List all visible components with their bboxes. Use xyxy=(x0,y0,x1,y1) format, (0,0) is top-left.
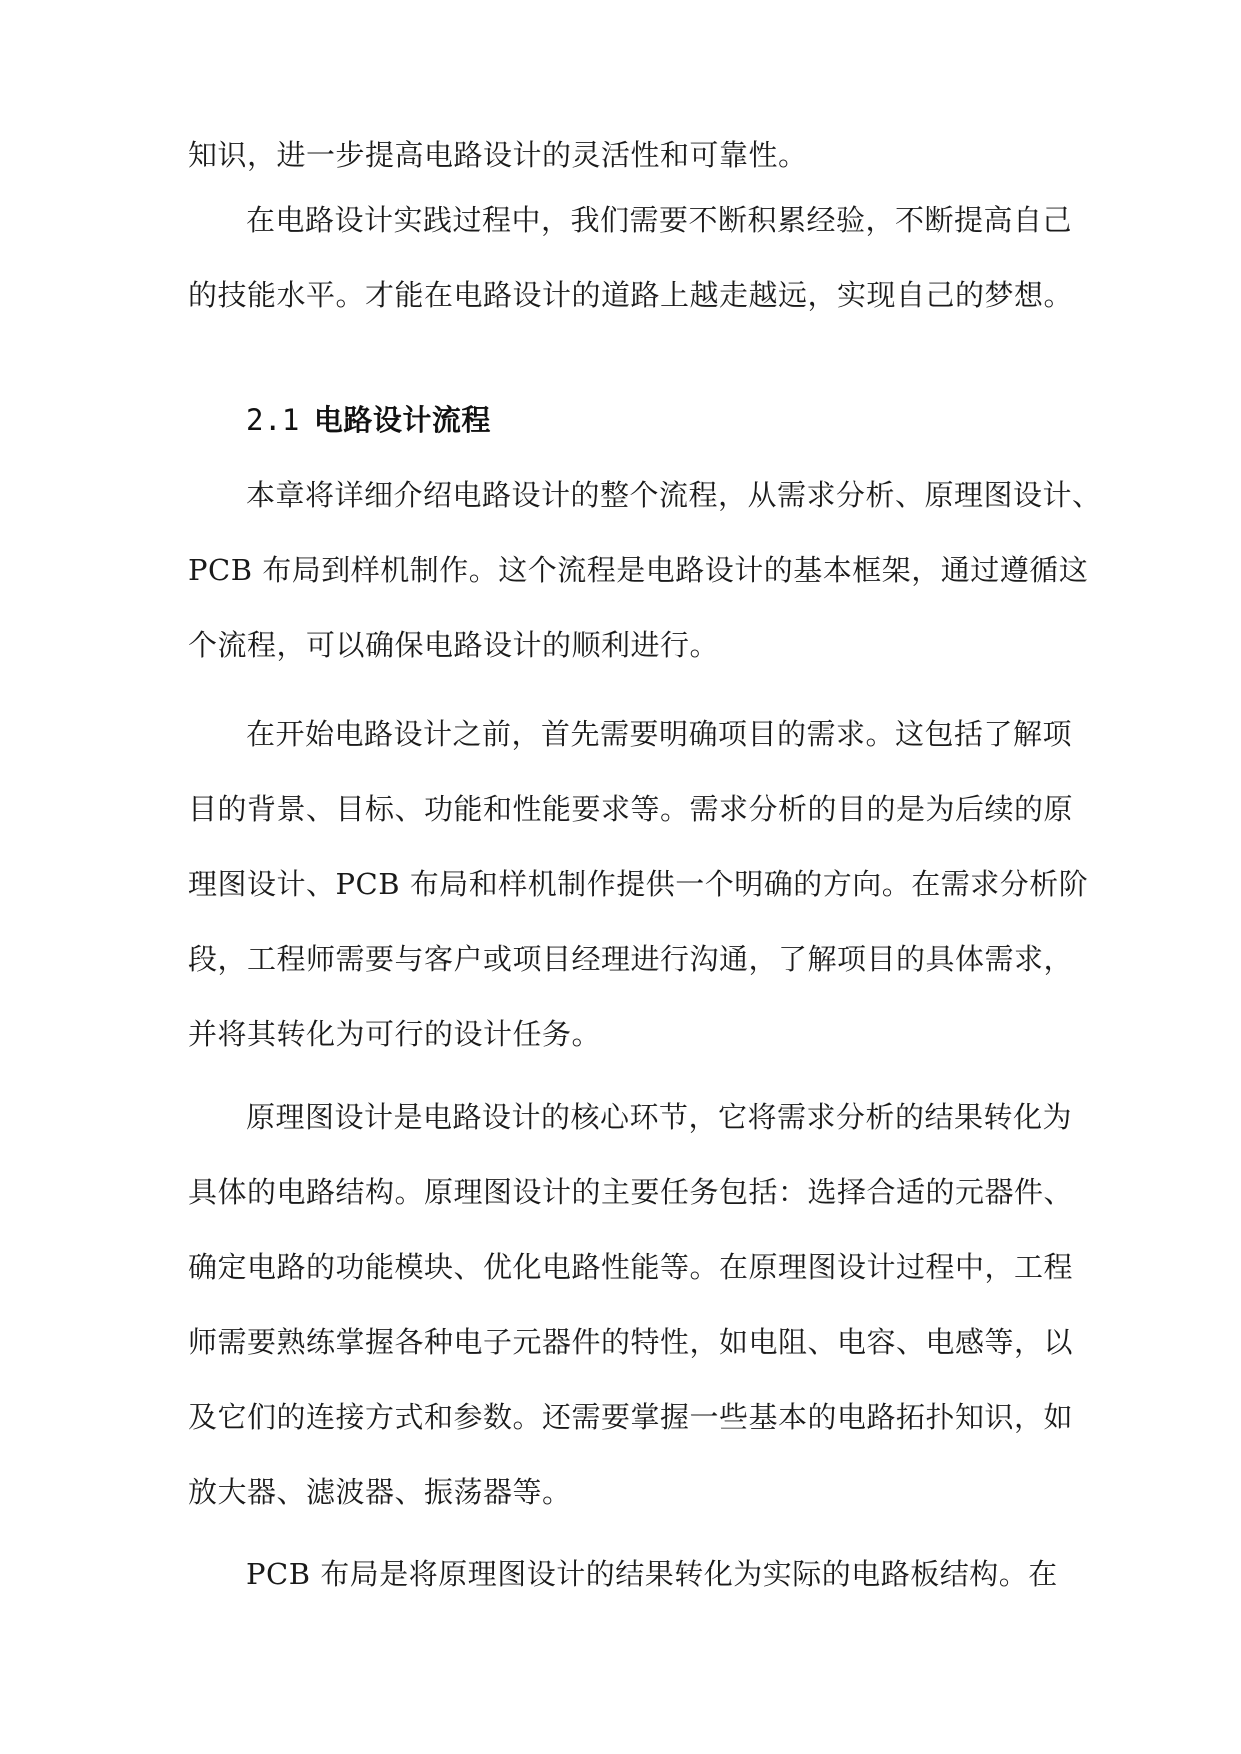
paragraph-pcb xyxy=(188,1537,1058,1612)
text-line: 及它们的连接方式和参数。还需要掌握一些基本的电路拓扑知识，如 xyxy=(188,1400,1074,1434)
section-title: 电路设计流程 xyxy=(313,403,491,437)
text-line: 目的背景、目标、功能和性能要求等。需求分析的目的是为后续的原 xyxy=(188,792,1074,826)
text-line: PCB 布局到样机制作。这个流程是电路设计的基本框架，通过遵循这 xyxy=(188,553,1089,587)
section-number: 2.1 xyxy=(246,403,300,437)
paragraph-requirements xyxy=(188,697,1089,1072)
text-line: 确定电路的功能模块、优化电路性能等。在原理图设计过程中，工程 xyxy=(188,1250,1074,1284)
text-line: PCB 布局是将原理图设计的结果转化为实际的电路板结构。在 xyxy=(246,1557,1058,1591)
text-line: 具体的电路结构。原理图设计的主要任务包括：选择合适的元器件、 xyxy=(188,1175,1074,1209)
text-line: 在电路设计实践过程中，我们需要不断积累经验，不断提高自己 xyxy=(246,203,1073,237)
text-line: 段，工程师需要与客户或项目经理进行沟通，了解项目的具体需求， xyxy=(188,942,1074,976)
text-line: 师需要熟练掌握各种电子元器件的特性，如电阻、电容、电感等，以 xyxy=(188,1325,1074,1359)
paragraph-practice xyxy=(188,183,1074,333)
text-line: 放大器、滤波器、振荡器等。 xyxy=(188,1475,572,1509)
paragraph-schematic xyxy=(188,1080,1074,1530)
text-line: 在开始电路设计之前，首先需要明确项目的需求。这包括了解项 xyxy=(246,717,1073,751)
text-line: 的技能水平。才能在电路设计的道路上越走越远，实现自己的梦想。 xyxy=(188,278,1074,312)
text-line: 并将其转化为可行的设计任务。 xyxy=(188,1017,602,1051)
text-line: 个流程，可以确保电路设计的顺利进行。 xyxy=(188,628,720,662)
paragraph-continuation xyxy=(188,118,1058,193)
paragraph-intro xyxy=(188,458,1102,683)
section-heading xyxy=(246,400,491,440)
text-line: 知识，进一步提高电路设计的灵活性和可靠性。 xyxy=(188,138,808,172)
text-line: 理图设计、PCB 布局和样机制作提供一个明确的方向。在需求分析阶 xyxy=(188,867,1089,901)
text-line: 原理图设计是电路设计的核心环节，它将需求分析的结果转化为 xyxy=(246,1100,1073,1134)
text-line: 本章将详细介绍电路设计的整个流程，从需求分析、原理图设计、 xyxy=(246,478,1102,512)
